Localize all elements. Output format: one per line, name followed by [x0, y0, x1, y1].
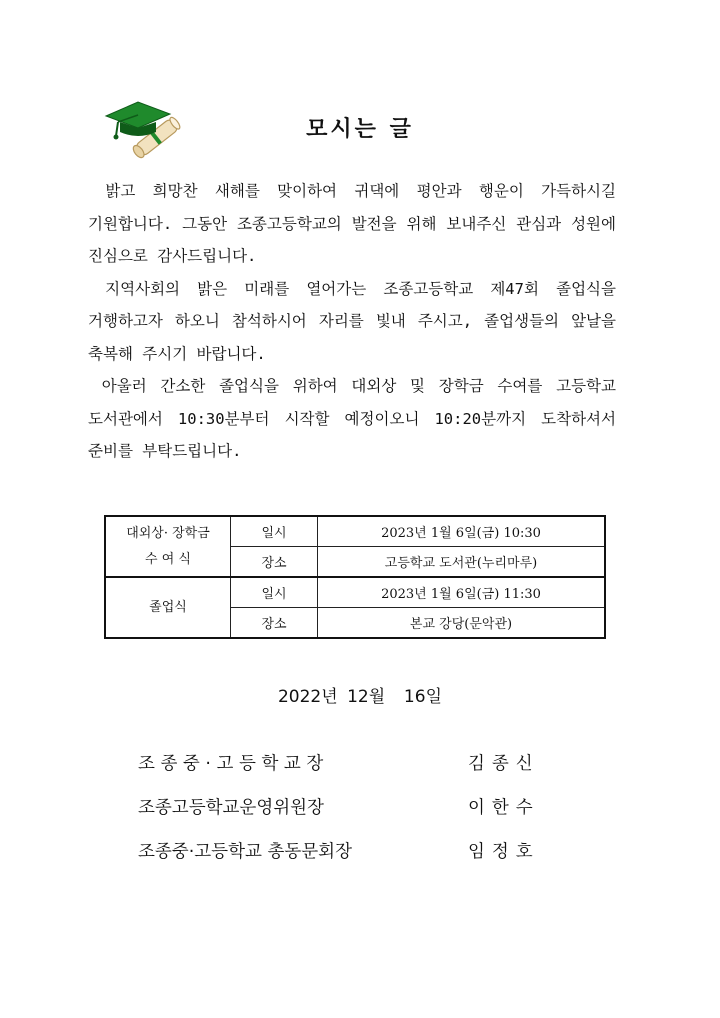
letter-title: 모시는 글	[306, 117, 414, 142]
award-place-value: 고등학교 도서관(누리마루)	[318, 547, 606, 578]
graduation-date-value: 2023년 1월 6일(금) 11:30	[318, 577, 606, 608]
award-date-value: 2023년 1월 6일(금) 10:30	[318, 516, 606, 547]
schedule-table	[104, 515, 606, 639]
letter-paragraph: 아울러 간소한 졸업식을 위하여 대외상 및 장학금 수여를 고등학교 도서관에서 10:30분부터 시작할 예정이오니 10:20분까지 도착하셔서 준비를 부탁드립니다.	[88, 377, 616, 460]
signatory-name: 임정호	[468, 842, 540, 862]
date-key: 일시	[231, 577, 318, 608]
signatory-org: 조 종 중 · 고 등 학 교 장	[138, 754, 324, 774]
letter-body	[88, 175, 616, 468]
place-key: 장소	[231, 608, 318, 639]
graduation-ceremony-label: 졸업식	[105, 577, 231, 638]
place-key: 장소	[231, 547, 318, 578]
issue-date: 2022년 12월 16일	[277, 687, 442, 707]
letter-paragraph: 지역사회의 밝은 미래를 열어가는 조종고등학교 제47회 졸업식을 거행하고자 하오니 참석하시어 자리를 빛내 주시고, 졸업생들의 앞날을 축복해 주시기 바랍니다.	[88, 279, 616, 363]
signatory-name: 김종신	[468, 754, 540, 774]
letter-paragraph: 밝고 희망찬 새해를 맞이하여 귀댁에 평안과 행운이 가득하시길 기원합니다. 그동안 조종고등학교의 발전을 위해 보내주신 관심과 성원에 진심으로 감사드립니다.	[88, 182, 616, 265]
signatory-org: 조종고등학교운영위원장	[138, 798, 324, 818]
award-ceremony-label: 대외상· 장학금 수 여 식	[105, 516, 231, 577]
signatory-org: 조종중·고등학교 총동문회장	[138, 842, 352, 862]
graduation-place-value: 본교 강당(문악관)	[318, 608, 606, 639]
date-key: 일시	[231, 516, 318, 547]
signatory-name: 이한수	[468, 798, 540, 818]
